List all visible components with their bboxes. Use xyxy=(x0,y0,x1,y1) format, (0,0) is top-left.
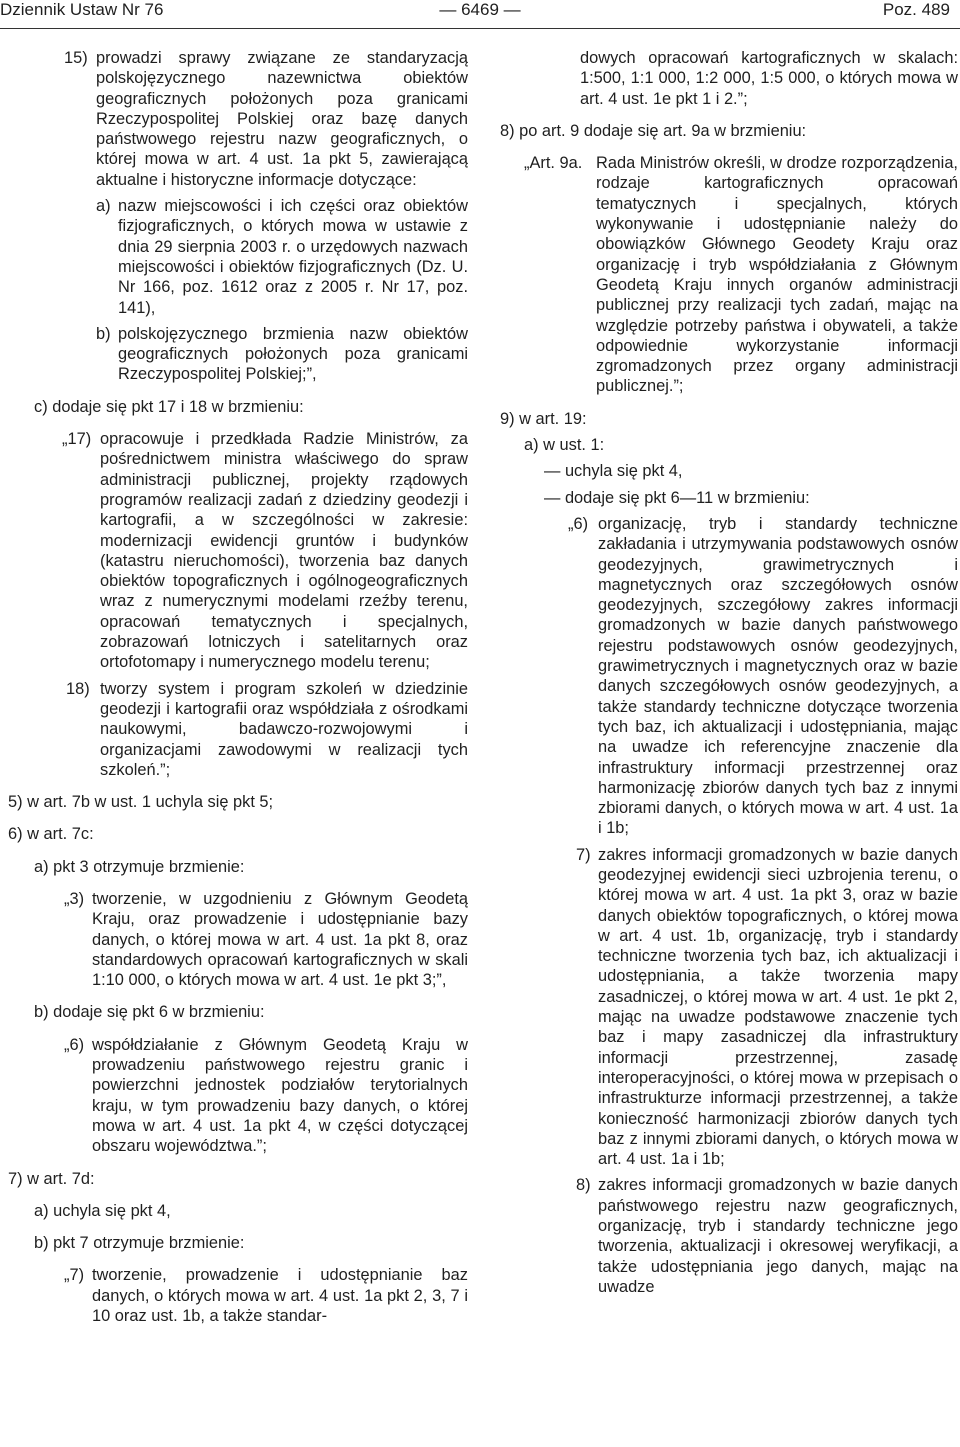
item-3: „3) tworzenie, w uzgodnieniu z Głównym Geodetą Kraju, oraz prowadzenie i udostępnianie bazy danych, o której mowa w art. 4 ust. 1a pkt 8, oraz standardowych opracowań kartograficznych w skali 1:10 000, o których mowa w art. 4 ust. 1e pkt 3;”, xyxy=(64,889,468,990)
item-7: „7) tworzenie, prowadzenie i udostępnianie baz danych, o których mowa w art. 4 ust. 1a pkt 2, 3, 7 i 10 oraz ust. 1b, a także standar- xyxy=(64,1266,468,1326)
item-r8: 8) zakres informacji gromadzonych w bazie danych państwowego rejestru nazw geograficznych, organizację, tryb i standardy techniczne jego tworzenia, aktualizacji i okresowej weryfikacji, a także udostępniania jego danych, mając na uwadze xyxy=(576,1176,958,1296)
item-18: 18) tworzy system i program szkoleń w dziedzinie geodezji i kartografii oraz współdziała z ośrodkami naukowymi, badawczo-rozwojowymi i organizacjami zawodowymi w realizacji tych szkoleń.”; xyxy=(66,679,468,779)
continuation-text: dowych opracowań kartograficznych w skalach: 1:500, 1:1 000, 1:2 000, 1:5 000, o których mowa w art. 4 ust. 1e pkt 1 i 2.”; xyxy=(580,49,958,108)
point-7: 7) w art. 7d: xyxy=(8,1169,95,1188)
item-15: 15) prowadzi sprawy związane ze standaryzacją polskojęzycznego nazewnictwa obiektów geograficznych położonych poza granicami Rzeczypospolitej Polskiej oraz bazę danych państwowego rejestru nazw geograficznych, o której mowa w art. 4 ust. 1a pkt 5, zawierającą aktualne i historyczne informacje dotyczące: xyxy=(64,49,468,189)
dash-1: — uchyla się pkt 4, xyxy=(544,462,683,481)
point-c: c) dodaje się pkt 17 i 18 w brzmieniu: xyxy=(34,397,304,416)
item-17: „17) opracowuje i przedkłada Radzie Ministrów, za pośrednictwem ministra właściwego do spraw administracji publicznej, projekty rządowych programów realizacji zadań z dziedziny geodezji i kartografii, a w szczególności w zakresie: modernizacji ewidencji gruntów i budynków (katastru nieruchomości), tworzenia baz danych obiektów topograficznych i ogólnogeograficznych wraz z numerycznymi modelami rzeźby terenu, opracowań tematycznych i specjalnych, zobrazowań lotniczych i satelitarnych oraz ortofotomapy i numerycznego modelu terenu; xyxy=(62,430,468,672)
point-9: 9) w art. 19: xyxy=(500,409,587,428)
item-r6: „6) organizację, tryb i standardy techniczne zakładania i utrzymywania podstawowych osnów geodezyjnych, grawimetrycznych i magnetycznych oraz szczegółowych osnów geodezyjnych, szczegółowy zakres informacji gromadzonych w bazie danych państwowego rejestru podstawowych osnów geodezyjnych, grawimetrycznych i magnetycznych oraz w bazie danych szczegółowych osnów geodezyjnych, a także standardy techniczne dotyczące tworzenia tych baz, ich aktualizacji i udostępniania, mając na uwadze ich referencyjne znaczenie dla infrastruktury informacji przestrzennej oraz harmonizację zbiorów danych tych baz z innymi zbiorami danych, o których mowa w art. 4 ust. 1a i 1b; xyxy=(568,514,958,838)
item-15b: b) polskojęzycznego brzmienia nazw obiektów geograficznych położonych poza granicami Rzeczypospolitej Polskiej;”, xyxy=(96,324,468,384)
item-6: „6) współdziałanie z Głównym Geodetą Kraju w prowadzeniu państwowego rejestru granic i powierzchni jednostek podziałów terytorialnych kraju, w tym prowadzeniu bazy danych, o której mowa w art. 4 ust. 1a pkt 4, w części dotyczącej obszaru województwa.”; xyxy=(64,1035,468,1156)
point-9a: a) w ust. 1: xyxy=(524,436,605,455)
item-15a: a) nazw miejscowości i ich części oraz obiektów fizjograficznych, o których mowa w ustawie z dnia 29 sierpnia 2003 r. o urzędowych nazwach miejscowości i obiektów fizjograficznych (Dz. U. Nr 166, poz. 1612 oraz z 2005 r. Nr 17, poz. 141), xyxy=(96,197,468,317)
point-7a: a) uchyla się pkt 4, xyxy=(34,1201,171,1220)
point-6: 6) w art. 7c: xyxy=(8,825,94,844)
point-7b: b) pkt 7 otrzymuje brzmienie: xyxy=(34,1234,245,1253)
left-column xyxy=(8,48,468,1326)
item-r7: 7) zakres informacji gromadzonych w bazie danych geodezyjnej ewidencji sieci uzbrojenia terenu, o której mowa w art. 4 ust. 1a pkt 3, oraz w bazie danych obiektów topograficznych, o której mowa w art. 4 ust. 1b, organizację, tryb i standardy techniczne tworzenia tych baz, ich aktualizacji i udostępniania, a także tworzenia mapy zasadniczej, o której mowa w art. 4 ust. 1e pkt 2, mając na uwadze podstawowe znaczenie tych baz i mapy zasadniczej dla infrastruktury informacji przestrzennej, zasadę interoperacyjności, o której mowa w przepisach o infrastrukturze informacji przestrzennej, a także konieczność harmonizacji zbiorów danych tych baz z innymi zbiorami danych, o których mowa w art. 4 ust. 1a i 1b; xyxy=(576,845,958,1169)
dash-2: — dodaje się pkt 6—11 w brzmieniu: xyxy=(544,488,810,507)
point-8: 8) po art. 9 dodaje się art. 9a w brzmieniu: xyxy=(500,121,807,140)
right-column xyxy=(500,48,958,1297)
point-5: 5) w art. 7b w ust. 1 uchyla się pkt 5; xyxy=(8,793,274,812)
journal-title: Dziennik Ustaw Nr 76 xyxy=(0,0,164,19)
point-6a: a) pkt 3 otrzymuje brzmienie: xyxy=(34,857,245,876)
article-9a: „Art. 9a. Rada Ministrów określi, w drodze rozporządzenia, rodzaje kartograficznych opracowań tematycznych i specjalnych, których wykonywanie i udostępnianie należy do obowiązków Głównego Geodety Kraju oraz organizację i tryb współdziałania z Głównym Geodetą Kraju innych organów administracji publicznej przy realizacji tych zadań, mając na względzie potrzeby państwa i obywateli, a także odpowiednie wykorzystanie informacji zgromadzonych przez organy administracji publicznej.”; xyxy=(524,154,958,396)
page-header xyxy=(0,0,960,29)
page-number: — 6469 — xyxy=(439,0,521,19)
point-6b: b) dodaje się pkt 6 w brzmieniu: xyxy=(34,1003,265,1022)
position-number: Poz. 489 xyxy=(882,0,950,19)
